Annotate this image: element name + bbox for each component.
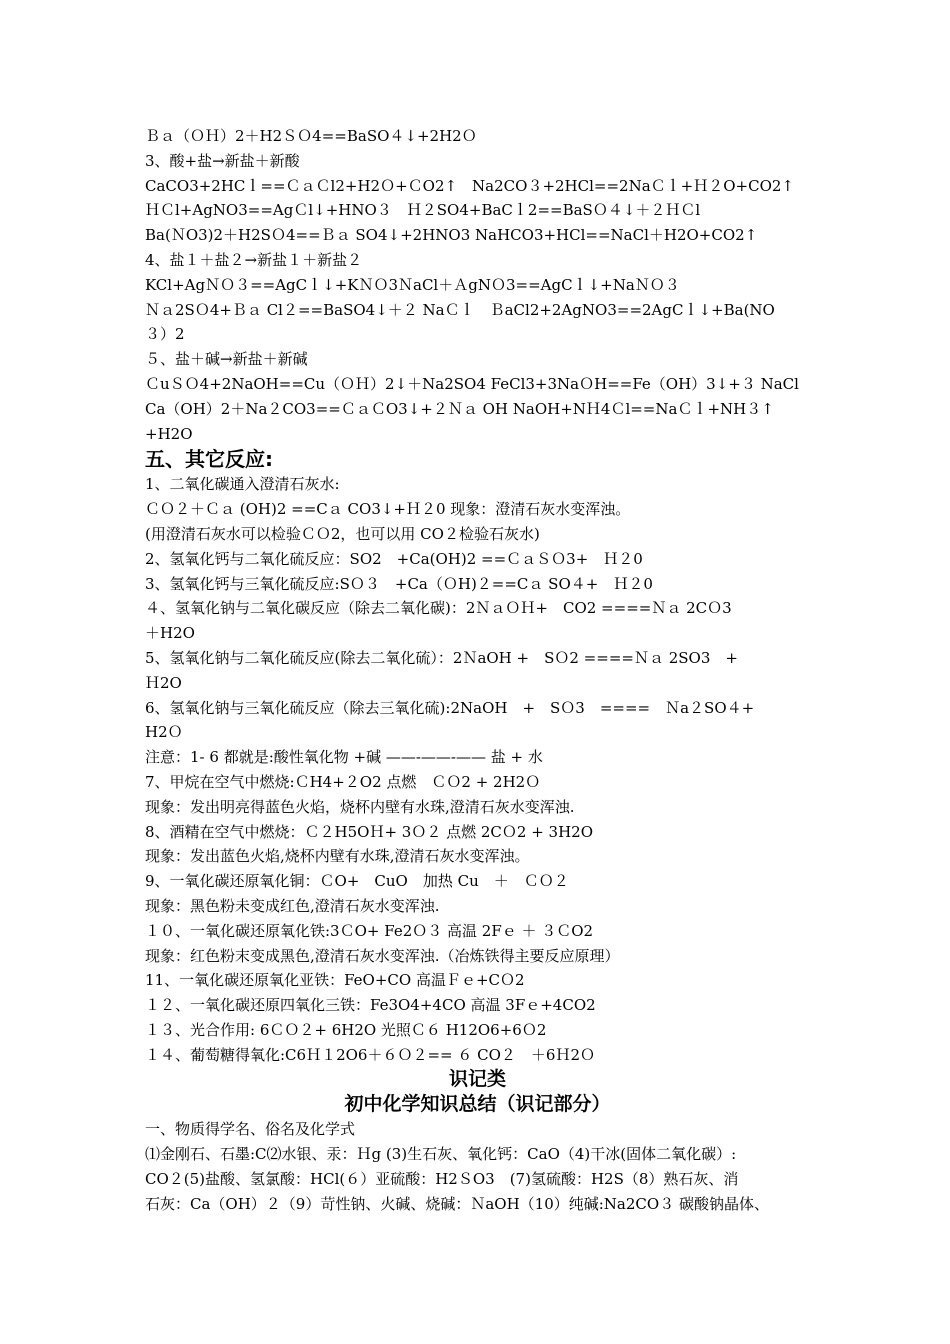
text-line: １４、葡萄糖得氧化:C6Ｈ１2O6＋６Ｏ２== ６ CO２ ＋6Ｈ2Ｏ [145,1045,595,1064]
text-line: 2、氢氧化钙与二氧化硫反应：SO2 +Ca(OH)2 ==ＣａＳＯ3+ Ｈ２0 [145,549,643,568]
text-line: 4、盐１＋盐２→新盐１＋新盐２ [145,250,363,269]
text-line: Ba(ＮO3)2＋H2SＯ4==Ｂａ SO4↓+2HNO3 NaHCO3+HCl==NaCl＋H2O+CO2↑ [145,226,758,245]
text-line: CaCO3+2HCｌ==ＣａＣl2+H2Ｏ+ＣO2↑ Na2CO３+2HCl==2NaＣｌ+Ｈ２O+CO2↑ [145,176,794,195]
text-line: １２、一氧化碳还原四氧化三铁：Fe3O4+4CO 高温 3Fｅ+4CO2 [145,996,596,1015]
text-line: 一、物质得学名、俗名及化学式 [145,1120,356,1139]
text-line: 9、一氧化碳还原氧化铜：ＣO+ CuO 加热 Cu ＋ ＣＯ２ [145,872,569,891]
text-line: 3、酸+盐→新盐＋新酸 [145,151,300,170]
section-heading: 五、其它反应: [145,447,273,472]
text-line: 现象：黑色粉未变成红色,澄清石灰水变浑浊. [145,896,440,915]
text-line: 现象：发出明亮得蓝色火焰，烧杯内壁有水珠,澄清石灰水变浑浊. [145,797,575,816]
text-line: 7、甲烷在空气中燃烧:ＣH4+２O2 点燃 ＣＯ2 + 2H2Ｏ [145,772,541,791]
text-line: ＣuＳＯ4+2NaOH==Cu（ＯＨ）2↓＋Na2SO4 FeCl3+3NaＯH==Fe（OH）3↓+３ NaCl [145,374,799,393]
text-line: Ｂａ（ＯＨ）2＋H2ＳＯ4==BaSO４↓+2H2Ｏ [145,127,477,145]
text-line: 8、酒精在空气中燃烧：Ｃ２H5OＨ+ 3Ｏ２ 点燃 2CＯ2 + 3H2O [145,822,594,841]
text-line: ⑴金刚石、石墨:C⑵水银、汞：Ｈg (3)生石灰、氧化钙：CaO（4)干冰(固体二氧化碳）: [145,1145,737,1164]
text-line: +H2O [145,424,193,443]
text-line: １０、一氧化碳还原氧化铁:3ＣO+ Fe2Ｏ３ 高温 2Fｅ ＋ ３ＣO2 [145,921,594,940]
text-line: 现象：红色粉末变成黑色,澄清石灰水变浑浊.（冶炼铁得主要反应原理） [145,946,620,965]
text-line: ＋H2O [145,624,195,643]
document-page [145,124,810,1217]
text-line: Ca（OH）2＋Na２CO3==ＣａＣO3↓+２Ｎａ OH NaOH+NＨ4Ｃl==NaＣｌ+NH３↑ [145,399,774,418]
text-line: ４、氢氧化钠与二氧化碳反应（除去二氧化碳)：2ＮａＯＨ+ CO2 ====Ｎａ 2CＯ3 [145,599,732,618]
category-title: 识记类 [448,1068,506,1091]
text-line: 石灰：Ca（OH）２（9）苛性钠、火碱、烧碱：ＮaOH（10）纯碱:Na2CO３ 碳酸钠晶体、 [145,1194,769,1213]
text-line: 11、一氧化碳还原氧化亚铁：FeO+CO 高温Ｆｅ+CＯ2 [145,971,525,990]
text-line: (用澄清石灰水可以检验ＣＯ2，也可以用 CO２检验石灰水) [145,524,540,543]
text-line: ＨＣl+AgNO3==AgＣl↓+HNO３ Ｈ２SO4+BaCｌ2==BaSＯ４↓＋２ＨＣl [145,201,701,220]
text-line: ３）2 [145,325,185,344]
text-line: ＣＯ２＋Ｃａ (OH)2 ==Cａ CO3↓+Ｈ２0 现象：澄清石灰水变浑浊。 [145,500,631,519]
text-line: Ｎａ2SＯ4+Ｂａ Cl２==BaSO4↓＋２ NaＣｌ ＢaCl2+2AgNO3==2AgCｌ↓+Ba(NO [145,300,775,319]
text-line: CO２(5)盐酸、氢氯酸：HCl(６）亚硫酸：H2ＳO3 (7)氢硫酸：H2S（8）熟石灰、消 [145,1170,739,1189]
text-line: Ｈ2O [145,673,182,692]
text-line: H2Ｏ [145,723,183,742]
text-line: 现象：发出蓝色火焰,烧杯内壁有水珠,澄清石灰水变浑浊。 [145,847,530,866]
text-line: 5、氢氧化钠与二氧化硫反应(除去二氧化硫）：2ＮaOH + SＯ2 ====Ｎａ 2SO3 + [145,648,738,667]
text-line: 6、氢氧化钠与三氧化硫反应（除去三氧化硫):2NaOH + SＯ3 ==== Ｎa２SO４+ [145,698,755,717]
text-line: 3、氢氧化钙与三氧化硫反应:SＯ３ +Ca（ＯH)２==Cａ SO４+ Ｈ２0 [145,574,653,593]
text-line: １３、光合作用: 6ＣＯ２+ 6H2O 光照Ｃ６ H12O6+6Ｏ2 [145,1020,547,1039]
text-line: KCl+AgＮＯ３==AgCｌ↓+KＮＯ3ＮaCl＋ＡgNＯ3==AgCｌ↓+NaＮＯ３ [145,275,680,294]
text-line: 1、二氧化碳通入澄清石灰水: [145,475,340,494]
text-line: ５、盐＋碱→新盐＋新碱 [145,350,308,369]
document-title: 初中化学知识总结（识记部分） [344,1093,611,1116]
text-line: 注意：1- 6 都就是:酸性氧化物 +碱 ——-——-—— 盐 + 水 [145,748,543,767]
